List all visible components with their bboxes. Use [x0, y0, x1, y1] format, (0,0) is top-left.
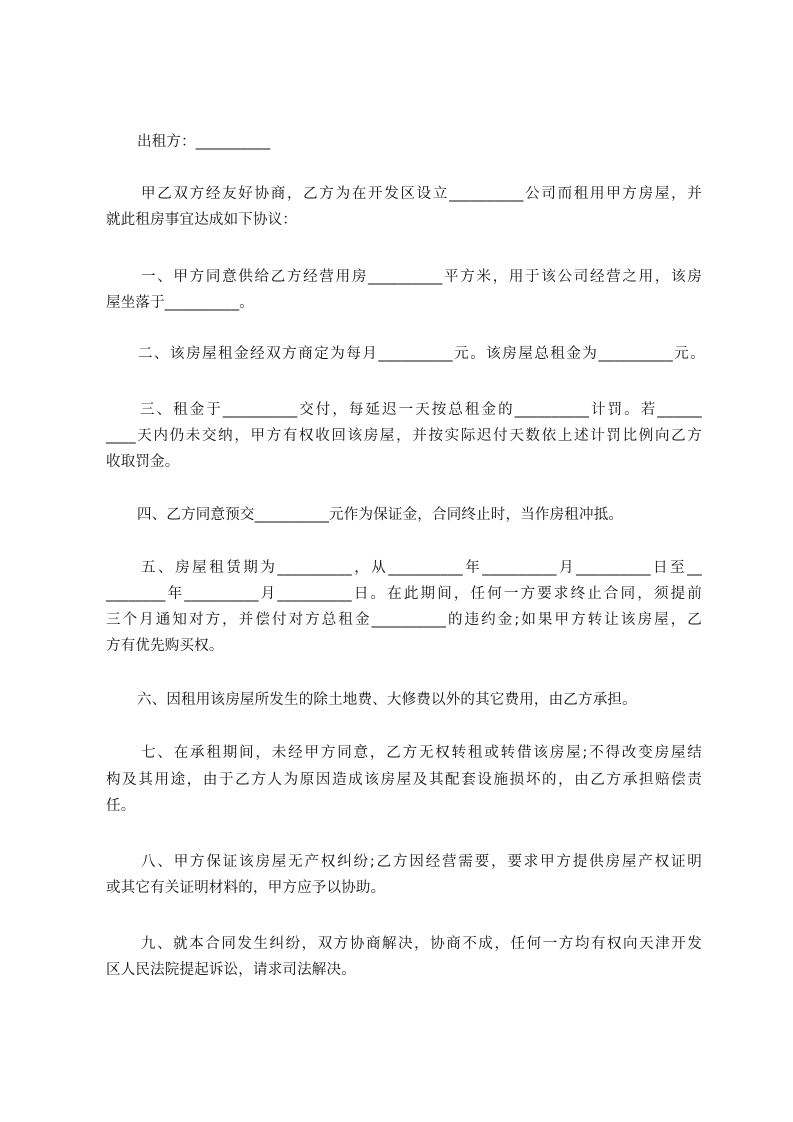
clause-8-line-2: 或其它有关证明材料的，甲方应予以协助。 [106, 880, 386, 896]
clause-7-line-1: 七、在承租期间，未经甲方同意，乙方无权转租或转借该房屋;不得改变房屋结 [141, 745, 702, 761]
clause-9-line-2: 区人民法院提起诉讼，请求司法解决。 [106, 962, 356, 978]
clause-5-line-2: ________年__________月__________日。在此期间，任何一方要求终止合同，须提前 [106, 586, 702, 602]
clause-3-line-2: ____天内仍未交纳，甲方有权收回该房屋，并按实际迟付天数依上述计罚比例向乙方 [106, 428, 702, 444]
clause-2-line-1: 二、该房屋租金经双方商定为每月__________元。该房屋总租金为__________元。 [138, 346, 705, 362]
clause-7-line-2: 构及其用途，由于乙方人为原因造成该房屋及其配套设施损坏的，由乙方承担赔偿责 [106, 772, 702, 788]
clause-5-line-1: 五、房屋租赁期为__________，从__________年__________月__________日至__ [141, 560, 702, 576]
clause-1-line-2: 屋坐落于__________。 [106, 295, 254, 311]
clause-5-line-3: 三个月通知对方，并偿付对方总租金__________的违约金;如果甲方转让该房屋，乙 [106, 612, 702, 628]
clause-1-line-1: 一、甲方同意供给乙方经营用房__________平方米，用于该公司经营之用，该房 [141, 269, 702, 285]
preamble-line-2: 就此租房事宜达成如下协议： [106, 212, 298, 228]
clause-6-line-1: 六、因租用该房屋所发生的除土地费、大修费以外的其它费用，由乙方承担。 [137, 692, 637, 708]
clause-9-line-1: 九、就本合同发生纠纷，双方协商解决，协商不成，任何一方均有权向天津开发 [141, 936, 702, 952]
clause-3-line-3: 收取罚金。 [106, 454, 180, 470]
clause-4-line-1: 四、乙方同意预交__________元作为保证金，合同终止时，当作房租冲抵。 [137, 507, 624, 523]
clause-7-line-3: 任。 [106, 798, 136, 814]
clause-5-line-4: 方有优先购买权。 [106, 638, 224, 654]
clause-3-line-1: 三、租金于__________交付，每延迟一天按总租金的__________计罚。若______ [140, 402, 702, 418]
clause-8-line-1: 八、甲方保证该房屋无产权纠纷;乙方因经营需要，要求甲方提供房屋产权证明 [141, 854, 702, 870]
lessor-line: 出租方：__________ [137, 134, 271, 150]
preamble-line-1: 甲乙双方经友好协商，乙方为在开发区设立__________公司而租用甲方房屋，并 [141, 186, 702, 202]
